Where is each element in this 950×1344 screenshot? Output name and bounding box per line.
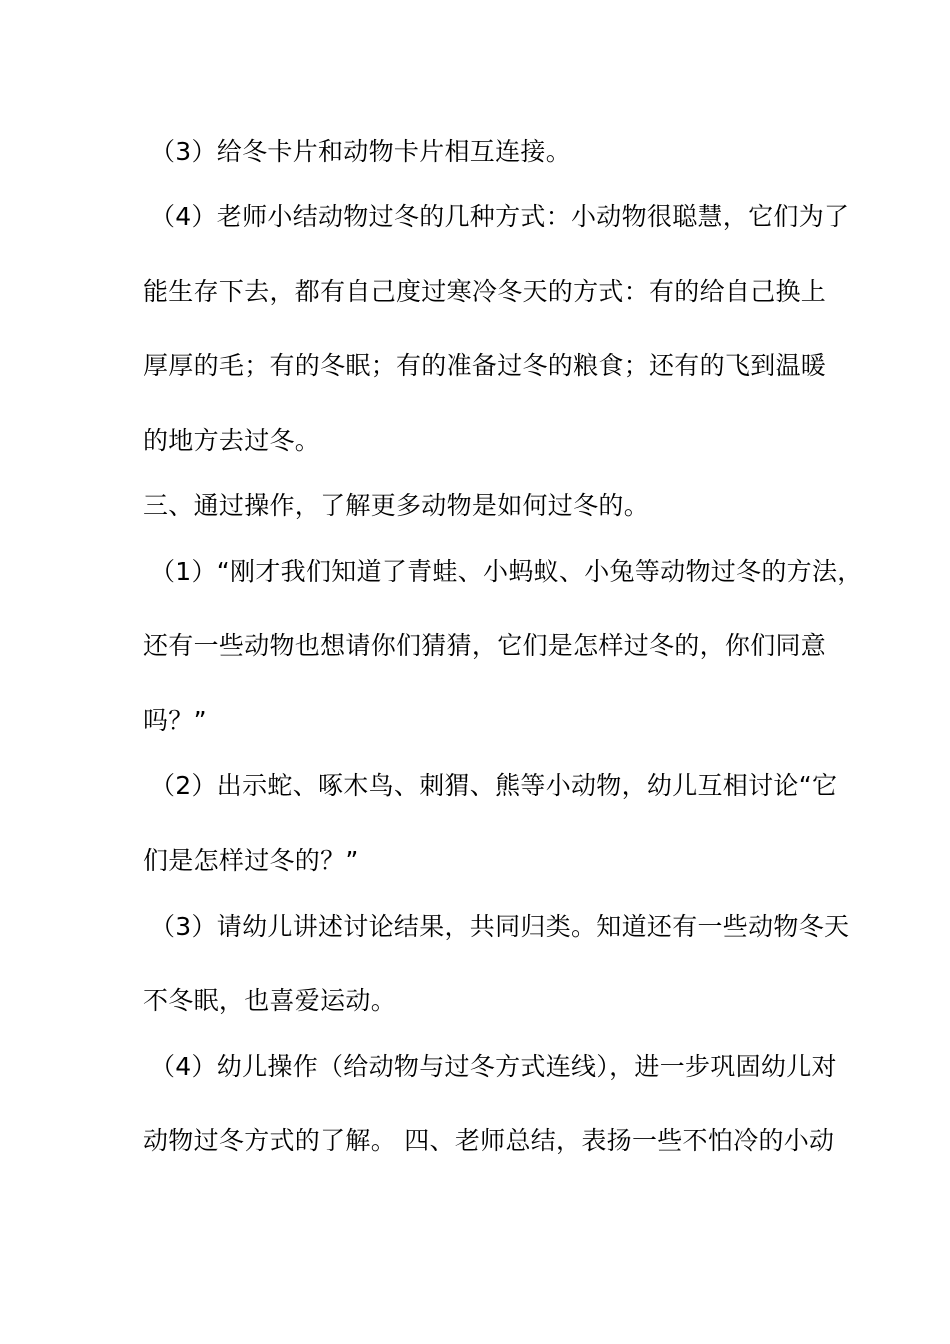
paragraph-line: 还有一些动物也想请你们猜猜，它们是怎样过冬的，你们同意 (143, 631, 827, 660)
paragraph-line: 的地方去过冬。 (143, 426, 321, 455)
paragraph-line: （3）请幼儿讲述讨论结果，共同归类。知道还有一些动物冬天 (150, 912, 850, 941)
paragraph-line: 厚厚的毛；有的冬眠；有的准备过冬的粮食；还有的飞到温暖 (143, 351, 827, 380)
paragraph-line: （4）幼儿操作（给动物与过冬方式连线），进一步巩固幼儿对 (150, 1052, 837, 1081)
paragraph-line: （4）老师小结动物过冬的几种方式：小动物很聪慧，它们为了 (150, 202, 850, 231)
paragraph-line: 吗？” (143, 706, 207, 735)
section-heading: 三、通过操作，了解更多动物是如何过冬的。 (143, 491, 650, 520)
paragraph-line: （3）给冬卡片和动物卡片相互连接。 (150, 137, 572, 166)
paragraph-line: 动物过冬方式的了解。 四、老师总结，表扬一些不怕冷的小动 (143, 1126, 835, 1155)
paragraph-line: （1）“刚才我们知道了青蛙、小蚂蚁、小兔等动物过冬的方法， (150, 557, 863, 586)
paragraph-line: 能生存下去，都有自己度过寒冷冬天的方式：有的给自己换上 (143, 277, 827, 306)
paragraph-line: 们是怎样过冬的？” (143, 846, 359, 875)
paragraph-line: 不冬眠，也喜爱运动。 (143, 986, 397, 1015)
paragraph-line: （2）出示蛇、啄木鸟、刺猬、熊等小动物，幼儿互相讨论“它 (150, 771, 838, 800)
